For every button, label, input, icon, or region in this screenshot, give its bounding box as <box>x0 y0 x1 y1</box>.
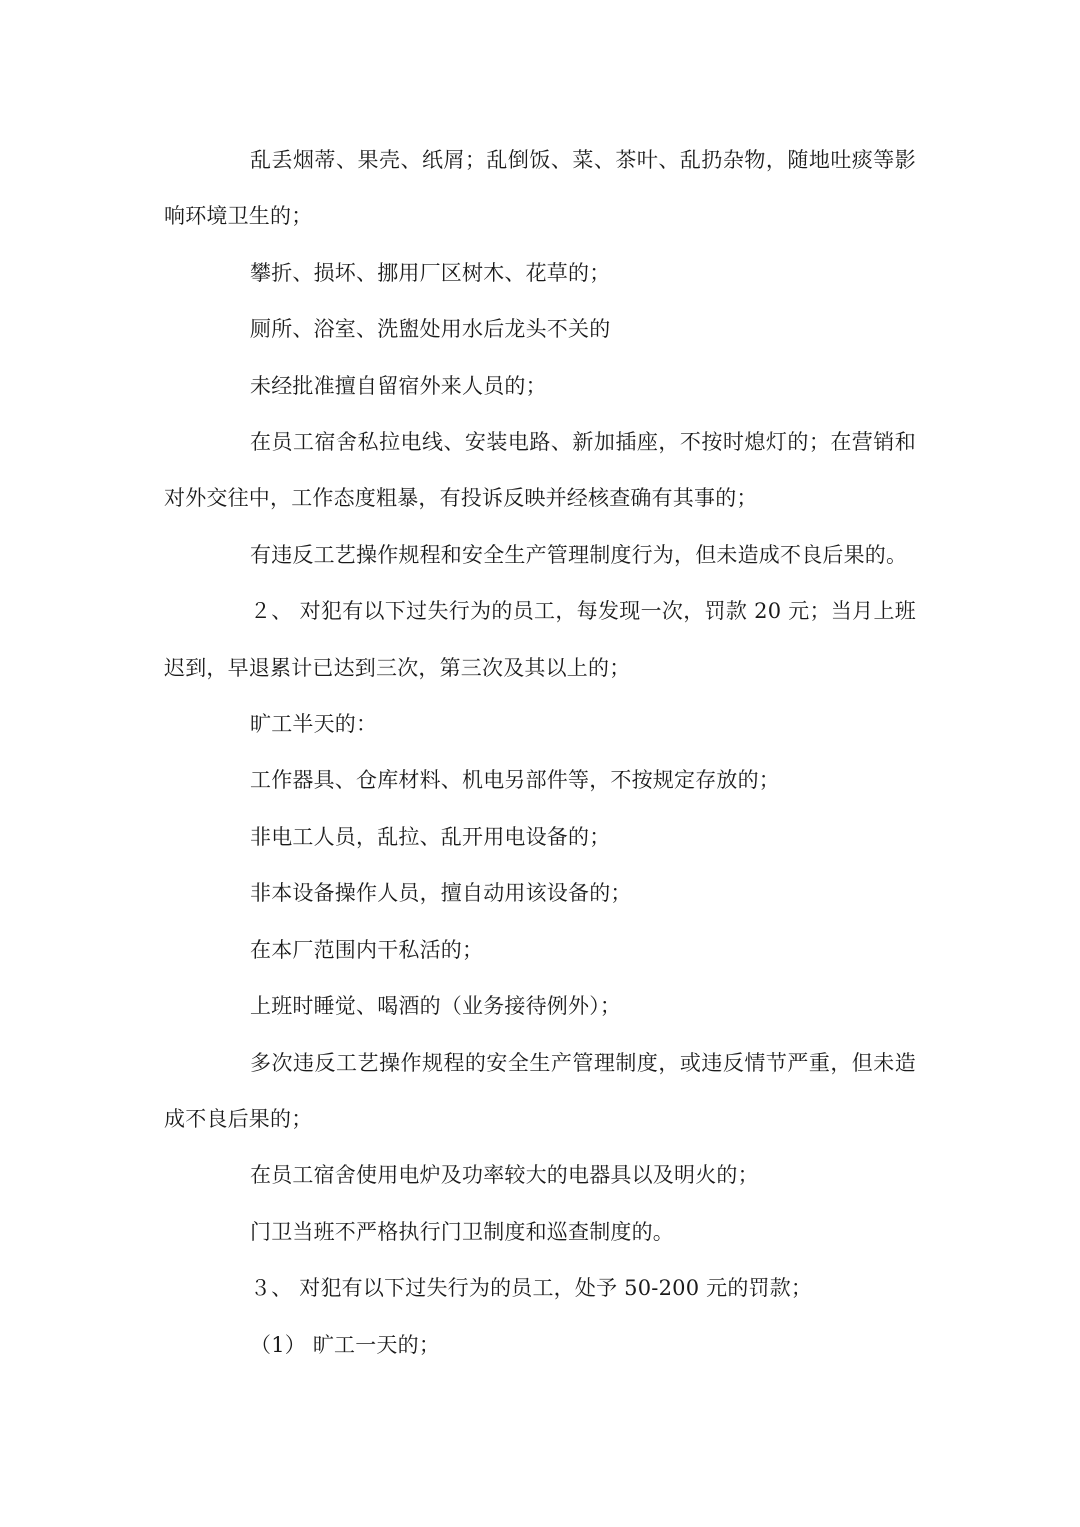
paragraph-wiring-attitude: 在员工宿舍私拉电线、安装电路、新加插座，不按时熄灯的；在营销和对外交往中，工作态度粗暴，有投诉反映并经核查确有其事的； <box>164 430 916 511</box>
paragraph-half-day-absence: 旷工半天的： <box>250 712 378 737</box>
paragraph-littering: 乱丢烟蒂、果壳、纸屑；乱倒饭、菜、茶叶、乱扔杂物，随地吐痰等影响环境卫生的； <box>164 148 916 229</box>
paragraph-section-3: ３、 对犯有以下过失行为的员工，处予 50-200 元的罚款； <box>250 1276 813 1301</box>
paragraph-water-tap: 厕所、浴室、洗盥处用水后龙头不关的 <box>250 317 611 342</box>
paragraph-overnight-guests: 未经批准擅自留宿外来人员的； <box>250 373 547 398</box>
paragraph-non-electrician: 非电工人员，乱拉、乱开用电设备的； <box>250 824 611 849</box>
paragraph-electric-stove: 在员工宿舍使用电炉及功率较大的电器具以及明火的； <box>250 1163 759 1188</box>
paragraph-repeated-violation: 多次违反工艺操作规程的安全生产管理制度，或违反情节严重，但未造成不良后果的； <box>164 1050 916 1131</box>
paragraph-full-day-absence: （1） 旷工一天的； <box>250 1332 441 1357</box>
paragraph-gatekeeper: 门卫当班不严格执行门卫制度和巡查制度的。 <box>250 1219 674 1244</box>
paragraph-tool-storage: 工作器具、仓库材料、机电另部件等，不按规定存放的； <box>250 768 780 793</box>
paragraph-section-2: ２、 对犯有以下过失行为的员工，每发现一次，罚款 20 元；当月上班迟到，早退累计已达到三次，第三次及其以上的； <box>164 599 916 680</box>
paragraph-sleeping-drinking: 上班时睡觉、喝酒的（业务接待例外）； <box>250 994 622 1019</box>
paragraph-equipment-use: 非本设备操作人员，擅自动用该设备的； <box>250 881 632 906</box>
paragraph-process-violation: 有违反工艺操作规程和安全生产管理制度行为，但未造成不良后果的。 <box>250 542 908 567</box>
document-body <box>164 132 916 1373</box>
paragraph-private-work: 在本厂范围内干私活的； <box>250 937 484 962</box>
paragraph-plant-damage: 攀折、损坏、挪用厂区树木、花草的； <box>250 260 611 285</box>
